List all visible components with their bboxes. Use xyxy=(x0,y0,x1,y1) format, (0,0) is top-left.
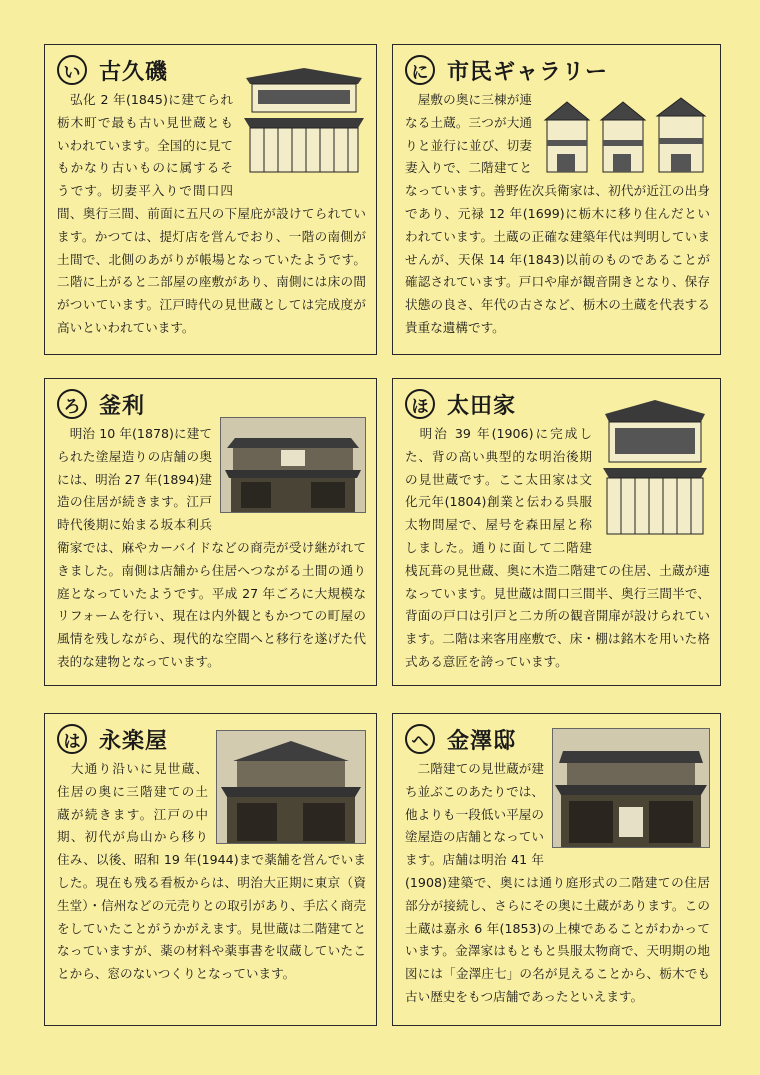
badge-ni: に xyxy=(405,55,435,85)
building-illustration xyxy=(241,61,366,179)
card-title: 市民ギャラリー xyxy=(447,59,609,85)
card-body: 明治 10 年(1878)に建てられた塗屋造りの店舗の奥には、明治 27 年(1894)建造の住居が続きます。江戸時代後期に始まる坂本利兵衛家では、麻やカーバイドなどの商売が受け継がれてきました。南側は店舗から住居へつながる土間の通り庭となっていたようです。平成 27 年ごろに大規模なリフォームを行い、現在は内外観ともかつての町屋の風情を残しながら、現代的な空間へと移行を遂げた代表的な建物となっています。 xyxy=(57,426,366,669)
storehouses-illustration xyxy=(540,95,710,175)
building-illustration xyxy=(600,397,710,537)
badge-i: い xyxy=(57,55,87,85)
building-photo xyxy=(552,728,710,848)
badge-he: へ xyxy=(405,724,435,754)
card-eirakuya xyxy=(44,713,377,1026)
card-body: 屋敷の奥に三棟が連なる土蔵。三つが大通りと並行に並び、切妻妻入りで、二階建てとなっています。善野佐次兵衛家は、初代が近江の出身であり、元禄 12 年(1699)に栃木に移り住んだといわれています。土蔵の正確な建築年代は判明していませんが、天保 14 年(1843)以前のものであることが確認されています。戸口や扉が観音開きとなり、保存状態の良さ、年代の古さなど、栃木の土蔵を代表する貴重な遺構です。 xyxy=(405,92,710,335)
building-photo xyxy=(220,417,366,513)
card-citizens-gallery xyxy=(392,44,721,355)
card-kamari xyxy=(44,378,377,686)
card-title: 古久磯 xyxy=(99,59,169,85)
card-body: 二階建ての見世蔵が建ち並ぶこのあたりでは、他よりも一段低い平屋の塗屋造の店舗となっています。店舗は明治 41 年(1908)建築で、奥には通り庭形式の二階建ての住居部分が接続し、さらにその奥に土蔵があります。この土蔵は嘉永 6 年(1853)の上棟であることがわかっています。金澤家はもともと呉服太物商で、天明期の地図には「金澤庄七」の名が見えることから、栃木でも古い歴史をもつ店舗であったといえます。 xyxy=(405,761,710,1004)
card-ota-house xyxy=(392,378,721,686)
card-title: 金澤邸 xyxy=(447,728,517,754)
badge-ho: ほ xyxy=(405,389,435,419)
card-title: 永楽屋 xyxy=(99,728,169,754)
card-header xyxy=(57,387,366,421)
card-header xyxy=(405,53,710,87)
card-body: 明治 39 年(1906)に完成した、背の高い典型的な明治後期の見世蔵です。ここ太田家は文化元年(1804)創業と伝わる呉服太物問屋で、屋号を森田屋と称しました。通りに面して二階建桟瓦葺の見世蔵、奥に木造二階建ての住居、土蔵が連なっています。見世蔵は間口三間半、奥行三間半で、背面の戸口は引戸と二カ所の観音開扉が設けられています。二階は来客用座敷で、床・棚は銘木を用いた格式ある意匠を誇っています。 xyxy=(405,426,710,669)
card-kanazawa-residence xyxy=(392,713,721,1026)
card-title: 太田家 xyxy=(447,393,517,419)
card-body: 大通り沿いに見世蔵、住居の奥に三階建ての土蔵が続きます。江戸の中期、初代が烏山から移り住み、以後、昭和 19 年(1944)まで薬舗を営んでいました。現在も残る看板からは、明治大正期に東京（資生堂）・信州などの元売りとの取引があり、手広く商売をしていたことがうかがえます。見世蔵は二階建てとなっていますが、薬の材料や薬事書を収蔵していたことから、窓のないつくりとなっています。 xyxy=(57,761,366,982)
card-title: 釜利 xyxy=(99,393,146,419)
card-kokuiso xyxy=(44,44,377,355)
badge-ha: は xyxy=(57,724,87,754)
card-body: 弘化 2 年(1845)に建てられ栃木町で最も古い見世蔵ともいわれています。全国的に見てもかなり古いものに属するそうです。切妻平入りで間口四間、奥行三間、前面に五尺の下屋庇が設けてられています。かつては、提灯店を営んでおり、一階の南側が土間で、北側のあがりが帳場となっていたようです。二階に上がると二部屋の座敷があり、南側には床の間がついています。江戸時代の見世蔵としては完成度が高いといわれています。 xyxy=(57,92,366,335)
building-photo xyxy=(216,730,366,844)
badge-ro: ろ xyxy=(57,389,87,419)
